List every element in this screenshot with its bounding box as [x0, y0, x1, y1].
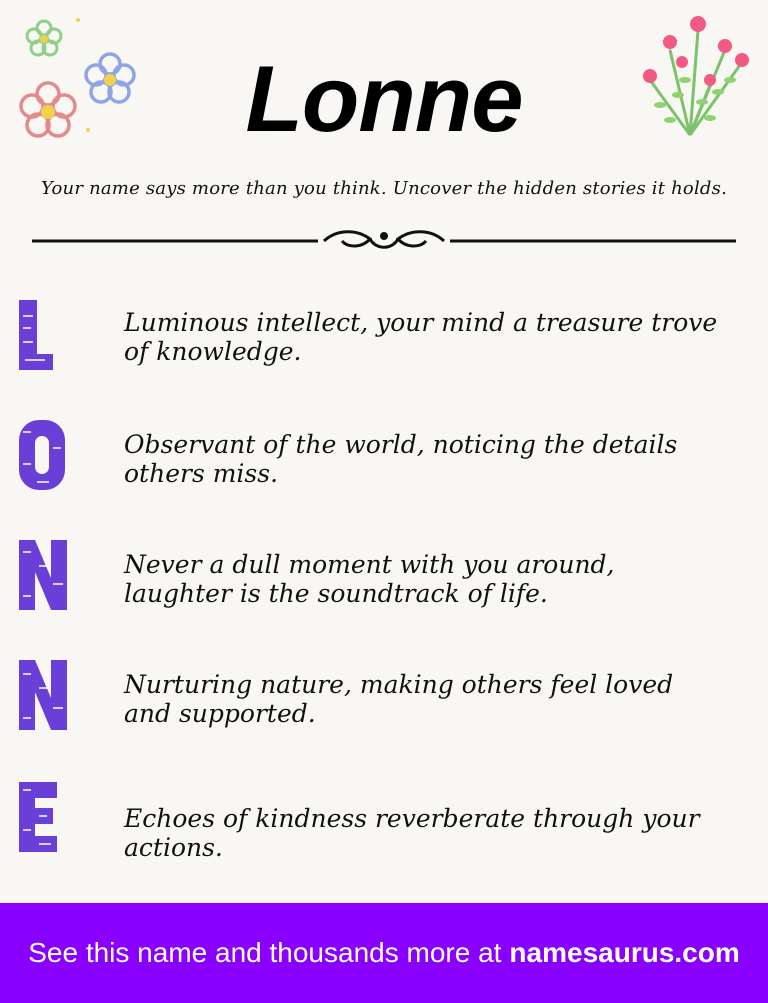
footer-banner[interactable] — [0, 903, 768, 1003]
letter-meaning: Echoes of kindness reverberate through your actions. — [124, 804, 700, 862]
letter-n-icon — [17, 538, 69, 612]
ornament-divider-icon — [32, 224, 736, 258]
letter-meaning: Luminous intellect, your mind a treasure trove of knowledge. — [124, 308, 718, 366]
footer-text: See this name and thousands more at — [28, 937, 502, 968]
letter-meaning: Nurturing nature, making others feel loved and supported. — [124, 670, 674, 728]
letter-meaning: Observant of the world, noticing the details others miss. — [124, 430, 678, 488]
letter-n-icon — [17, 658, 69, 732]
letter-l-icon — [17, 298, 69, 372]
footer-site-link[interactable]: namesaurus.com — [509, 937, 740, 968]
letter-e-icon — [17, 780, 69, 854]
tagline: Your name says more than you think. Uncover the hidden stories it holds. — [41, 178, 727, 199]
letter-meaning: Never a dull moment with you around, laughter is the soundtrack of life. — [124, 550, 615, 608]
letter-o-icon — [17, 418, 69, 492]
page-title: Lonne — [245, 46, 523, 151]
